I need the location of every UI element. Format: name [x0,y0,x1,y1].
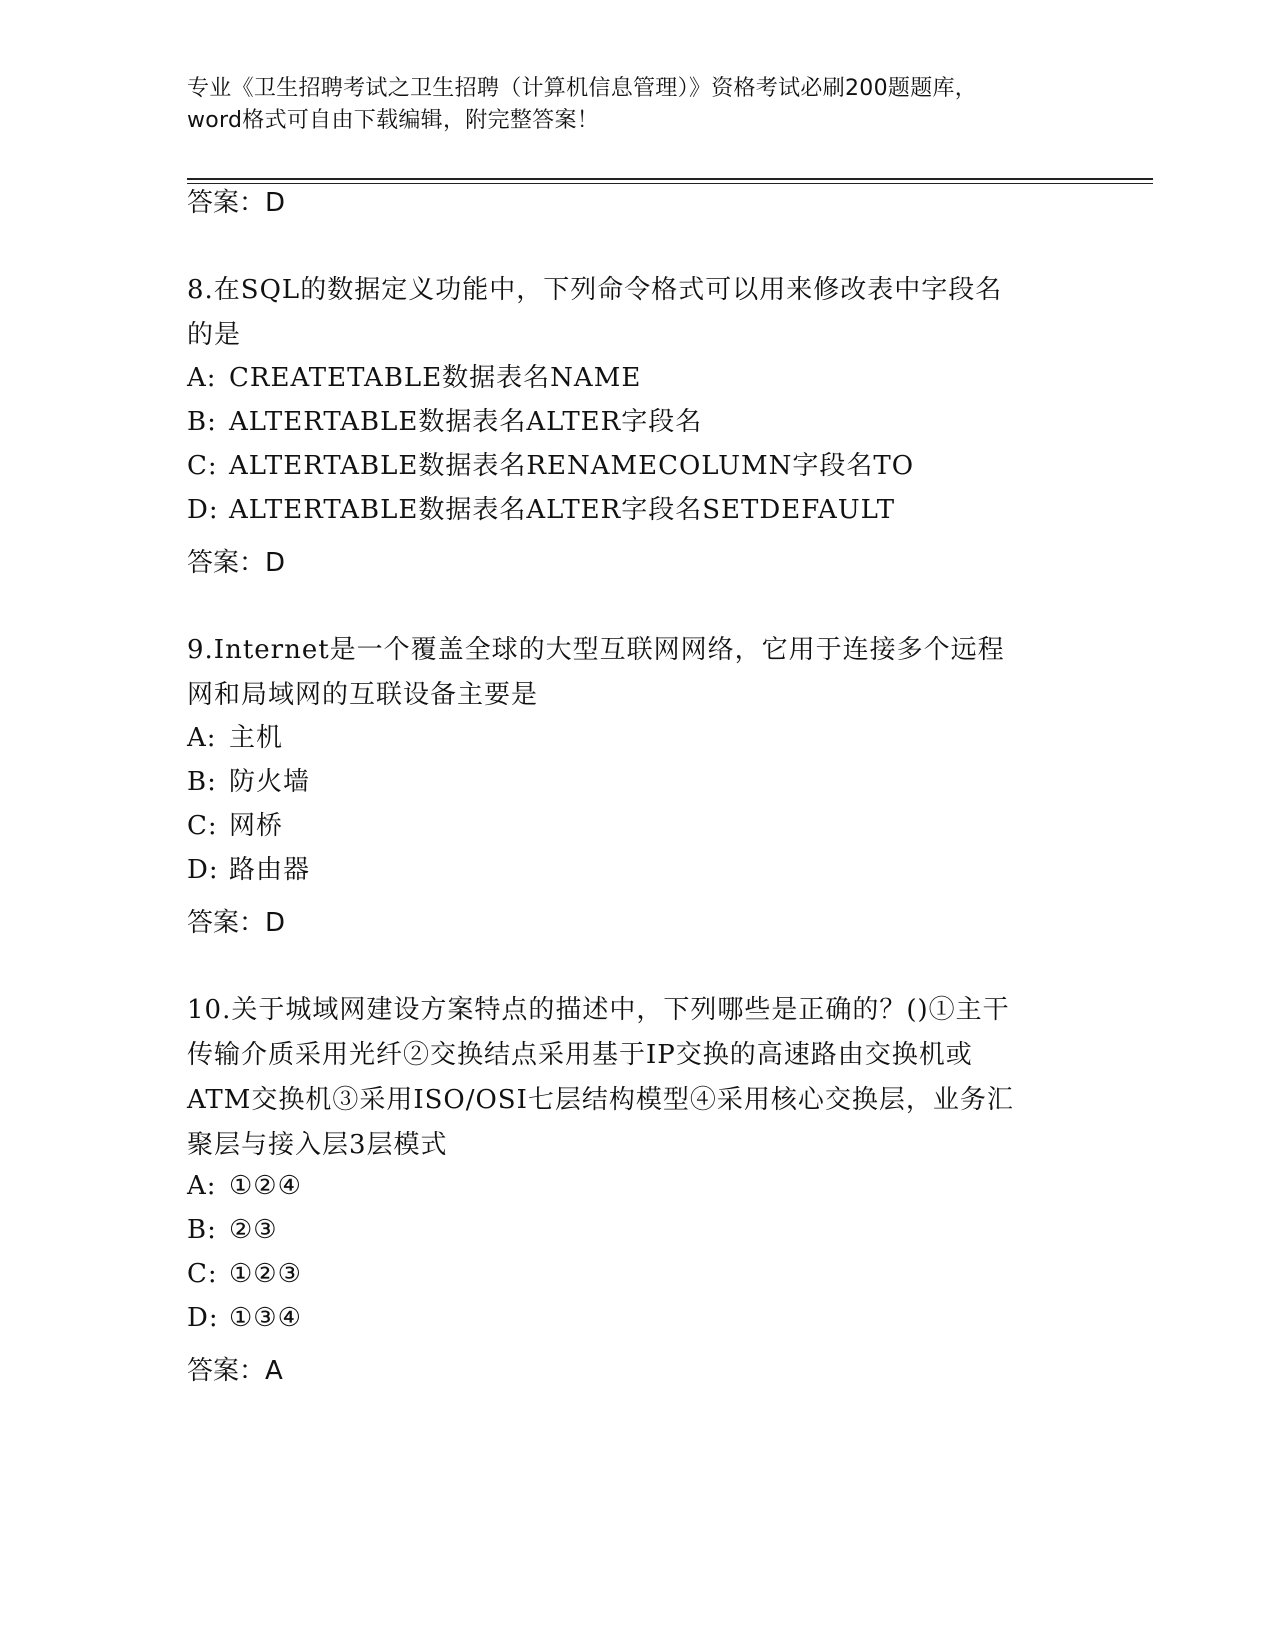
question-stem-line: ATM交换机③采用ISO/OSI七层结构模型④采用核心交换层，业务汇 [187,1085,1014,1115]
question-9-option-c [187,804,283,849]
option-letter: C: [187,1259,218,1289]
option-text: ①②③ [229,1259,302,1289]
option-text: 网桥 [229,811,284,841]
question-9-option-d [187,848,310,893]
option-text: ①③④ [229,1303,302,1333]
option-text: 路由器 [229,855,311,885]
header-line-2: word格式可自由下载编辑，附完整答案！ [187,108,600,133]
question-8-option-d [187,488,895,533]
option-letter: D: [187,1303,219,1333]
option-text: ALTERTABLE数据表名ALTER字段名SETDEFAULT [229,495,896,525]
option-letter: C: [187,811,218,841]
option-text: ALTERTABLE数据表名ALTER字段名 [229,407,703,437]
option-text: CREATETABLE数据表名NAME [229,363,642,393]
question-stem-line: 聚层与接入层3层模式 [187,1130,448,1160]
question-stem-line: 的是 [187,320,242,350]
option-letter: D: [187,855,219,885]
header-divider-thick [187,178,1153,180]
header-divider-thin [187,183,1153,184]
option-letter: B: [187,407,217,437]
question-stem-line: 8.在SQL的数据定义功能中，下列命令格式可以用来修改表中字段名 [187,275,1003,305]
question-stem-line: 网和局域网的互联设备主要是 [187,680,539,710]
option-text: 主机 [229,723,284,753]
option-letter: A: [187,723,217,753]
question-8-option-a [187,356,641,401]
option-letter: D: [187,495,219,525]
option-text: 防火墙 [229,767,311,797]
option-letter: C: [187,451,218,481]
question-10-answer: 答案：A [187,1356,283,1386]
option-text: ①②④ [229,1171,302,1201]
option-letter: B: [187,767,217,797]
question-10-option-b [187,1208,278,1253]
question-10-option-d [187,1296,302,1341]
question-10-option-a [187,1164,302,1209]
option-letter: A: [187,363,217,393]
question-9-stem [187,628,1087,718]
question-8-option-b [187,400,702,445]
question-9-option-a [187,716,283,761]
question-10-stem [187,988,1087,1168]
question-stem-line: 10.关于城域网建设方案特点的描述中，下列哪些是正确的？()①主干 [187,995,1010,1025]
question-stem-line: 传输介质采用光纤②交换结点采用基于IP交换的高速路由交换机或 [187,1040,973,1070]
header-line-1: 专业《卫生招聘考试之卫生招聘（计算机信息管理）》资格考试必刷200题题库， [187,76,978,101]
question-9-answer: 答案：D [187,908,286,938]
previous-answer: 答案：D [187,188,286,218]
question-8-stem [187,268,1087,358]
option-text: ②③ [229,1215,278,1245]
document-header [187,73,1087,137]
option-text: ALTERTABLE数据表名RENAMECOLUMN字段名TO [229,451,915,481]
question-8-option-c [187,444,914,489]
option-letter: A: [187,1171,217,1201]
option-letter: B: [187,1215,217,1245]
question-10-option-c [187,1252,302,1297]
question-stem-line: 9.Internet是一个覆盖全球的大型互联网网络，它用于连接多个远程 [187,635,1005,665]
question-8-answer: 答案：D [187,548,286,578]
question-9-option-b [187,760,310,805]
